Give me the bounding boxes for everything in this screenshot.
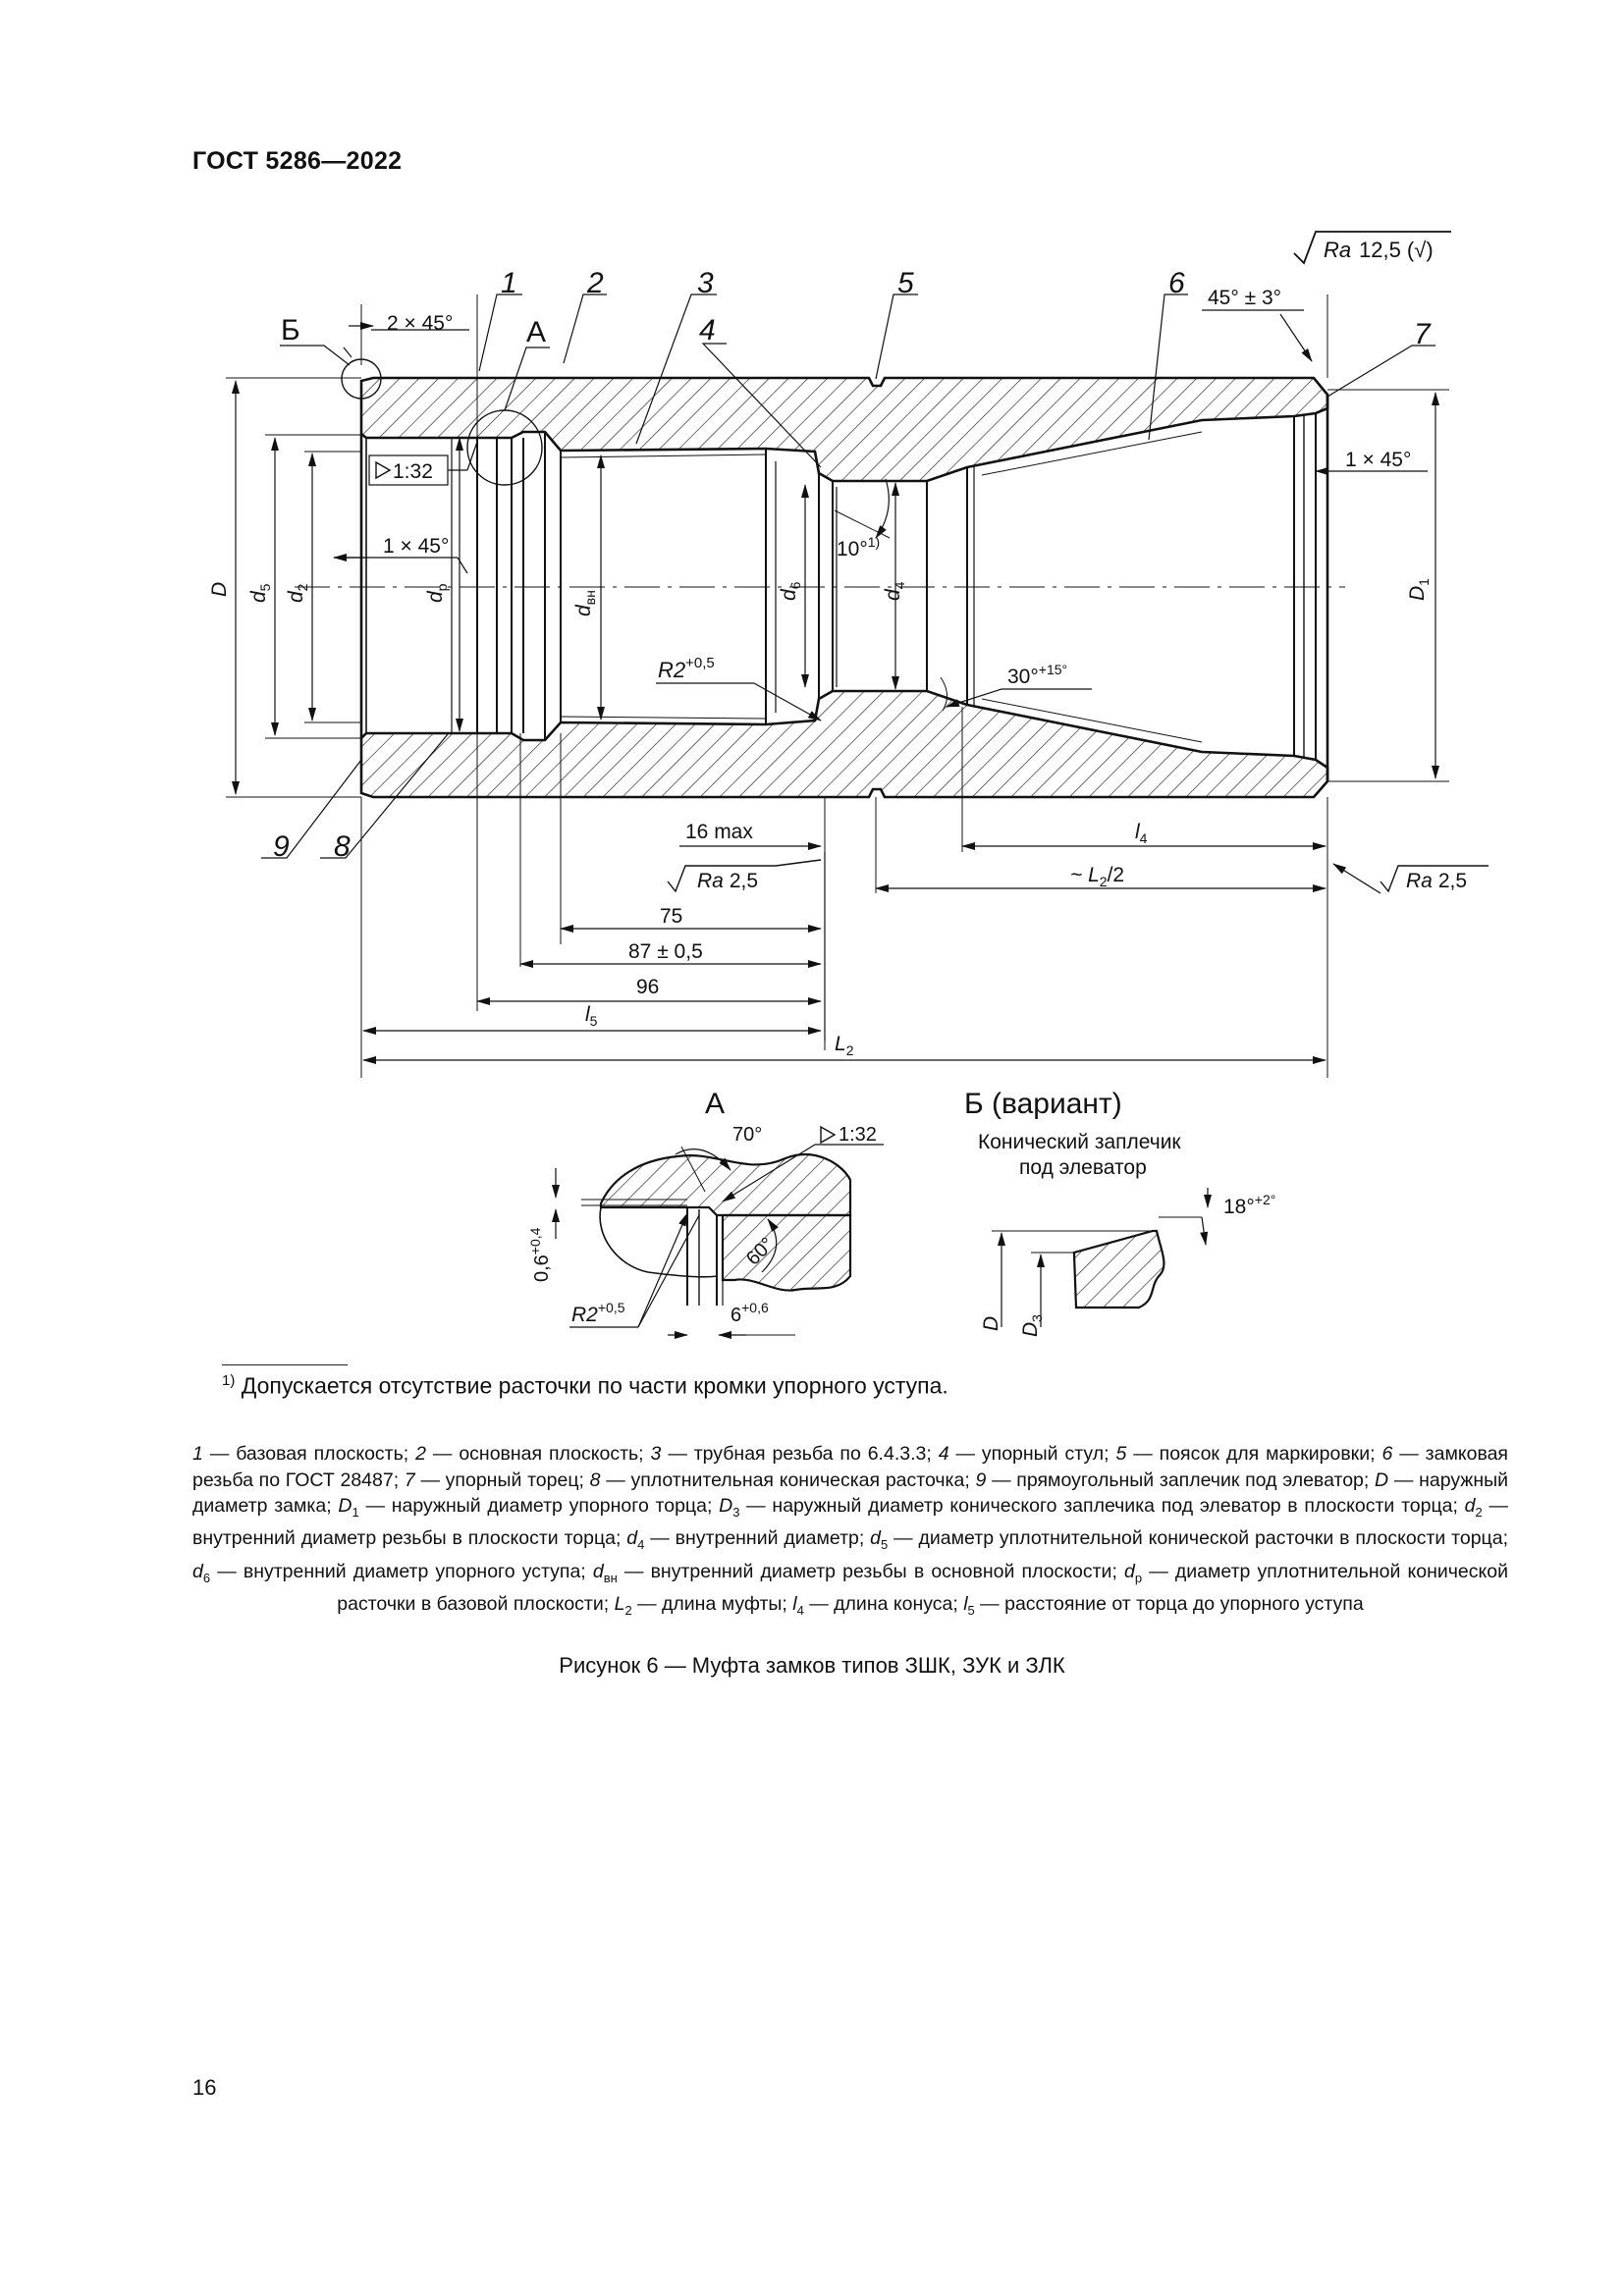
label-D: D <box>208 581 231 597</box>
label-d4-sub: 4 <box>892 581 907 590</box>
label-d5: d <box>247 591 270 603</box>
dim-L2half-sub: 2 <box>1099 874 1108 889</box>
roughness-end-value: 2,5 <box>1437 870 1468 892</box>
detail-b-D: D <box>980 1315 1002 1331</box>
label-dp: d <box>424 591 447 603</box>
label-d2-sub: 2 <box>295 583 310 592</box>
callout-1: 1 <box>501 267 517 299</box>
dim-l4: l <box>1135 821 1140 843</box>
legend-text-6: — замковая резьба по ГОСТ 28487; <box>192 1443 1508 1491</box>
detail-b-angle-tol: +2° <box>1254 1192 1276 1207</box>
detail-a-width-tol: +0,6 <box>741 1300 769 1315</box>
legend-text-l5: — расстояние от торца до упорного уступа <box>974 1593 1364 1616</box>
legend-text-4: — упорный стул; <box>948 1443 1116 1465</box>
footnote <box>222 1372 948 1400</box>
svg-text:D3 <box>1019 1314 1045 1337</box>
legend-text-d2: — внутренний диаметр резьбы в плоскости торца; <box>192 1495 1508 1550</box>
dim-L2half-suffix: /2 <box>1107 864 1125 886</box>
legend-key-7: 7 <box>404 1468 415 1491</box>
legend-text-d5: — диаметр уплотнительной конической расточки в плоскости торца; <box>888 1527 1508 1550</box>
length-labels <box>585 821 1148 1058</box>
callout-8: 8 <box>334 830 351 863</box>
detail-a-title: А <box>705 1088 726 1120</box>
svg-text:l4 <box>1135 821 1148 846</box>
svg-text:l5 <box>585 1003 598 1029</box>
legend-key-d2: d <box>1464 1495 1476 1517</box>
detail-a-depth: 0,6 <box>531 1255 553 1282</box>
dim-L2half-prefix: ~ L <box>1070 864 1100 886</box>
legend-text-3: — трубная резьба по 6.4.3.3; <box>661 1443 939 1465</box>
legend-text-D3: — наружный диаметр конического заплечика под элеватор в плоскости торца; <box>739 1495 1465 1517</box>
callout-3: 3 <box>697 267 714 299</box>
legend-key-dvn: d <box>592 1560 604 1582</box>
footnote-text: Допускается отсутствие расточки по части кромки упорного уступа. <box>241 1372 948 1399</box>
svg-text:0,6+0,4 <box>527 1227 553 1282</box>
radius-r2-note <box>656 655 821 721</box>
chamfer-1x45-right: 1 × 45° <box>1345 449 1412 471</box>
detail-b-subtitle-2: под элеватор <box>1019 1156 1147 1179</box>
detail-b-title: Б (вариант) <box>964 1088 1122 1120</box>
chamfer-1x45-left: 1 × 45° <box>383 535 450 558</box>
label-dvn-sub: вн <box>582 590 598 606</box>
legend-sub-L2: 2 <box>624 1603 632 1619</box>
legend-key-9: 9 <box>975 1468 987 1491</box>
detail-a-taper: 1:32 <box>839 1124 877 1146</box>
legend-text-7: — упорный торец; <box>414 1468 590 1491</box>
radius-r2: R2 <box>658 658 686 682</box>
detail-a-radius-tol: +0,5 <box>597 1300 625 1315</box>
legend-key-2: 2 <box>415 1443 426 1465</box>
label-d4: d <box>882 589 904 601</box>
legend-text-8: — уплотнительная коническая расточка; <box>600 1468 976 1491</box>
roughness-general-mark <box>1294 232 1451 263</box>
legend-key-6: 6 <box>1381 1443 1393 1465</box>
callout-6: 6 <box>1168 267 1185 299</box>
legend-text-D1: — наружный диаметр упорного торца; <box>358 1495 720 1517</box>
taper-mark-main <box>369 442 477 485</box>
roughness-general-ra: Ra <box>1324 238 1352 262</box>
figure-legend <box>192 1441 1508 1625</box>
detail-a <box>527 1088 884 1335</box>
detail-a-depth-tol: +0,4 <box>527 1227 543 1255</box>
svg-text:30°+15° <box>1007 662 1067 688</box>
detail-b-angle: 18° <box>1223 1196 1255 1218</box>
svg-text:~ L2/2 <box>1070 864 1124 889</box>
legend-sub-dvn: вн <box>603 1570 618 1585</box>
label-dvn: d <box>572 605 595 616</box>
angle-10-footnote-mark: 1) <box>867 534 881 550</box>
legend-text-dp: — диаметр уплотнительной конической расточки в базовой плоскости; <box>337 1560 1508 1616</box>
legend-sub-d4: 4 <box>637 1537 645 1553</box>
detail-a-angle60: 60° <box>741 1233 779 1270</box>
dim-87: 87 ± 0,5 <box>628 940 703 963</box>
view-label-a: А <box>526 316 547 348</box>
svg-text:L2 <box>835 1033 854 1058</box>
legend-text-9: — прямоугольный заплечик под элеватор; <box>986 1468 1376 1491</box>
legend-key-l4: l <box>792 1593 797 1616</box>
angle-30-tol: +15° <box>1038 662 1068 677</box>
chamfer-2x45: 2 × 45° <box>387 312 454 335</box>
svg-text:R2+0,5 <box>658 655 715 682</box>
legend-key-d6: d <box>192 1560 203 1582</box>
legend-sub-d5: 5 <box>881 1537 889 1553</box>
dim-L2: L <box>835 1033 846 1055</box>
roughness-end-ra: Ra <box>1406 870 1433 892</box>
legend-sub-l5: 5 <box>967 1603 975 1619</box>
legend-text-d6: — внутренний диаметр упорного уступа; <box>210 1560 593 1582</box>
coupling-section <box>295 378 1345 797</box>
svg-text:Ra2,5 <box>697 870 758 892</box>
page-number: 16 <box>192 2075 217 2100</box>
legend-sub-d6: 6 <box>202 1570 211 1585</box>
footnote-mark: 1) <box>222 1372 236 1389</box>
svg-text:R2+0,5 <box>571 1300 625 1326</box>
svg-text:d2 <box>285 583 310 603</box>
svg-text:18°+2° <box>1223 1192 1275 1218</box>
callout-7: 7 <box>1414 318 1431 350</box>
legend-sub-l4: 4 <box>796 1603 804 1619</box>
label-d5-sub: 5 <box>257 583 273 592</box>
legend-key-8: 8 <box>589 1468 601 1491</box>
chamfer-right-bore <box>1316 449 1428 471</box>
figure-caption: Рисунок 6 — Муфта замков типов ЗШК, ЗУК и ЗЛК <box>559 1653 1065 1678</box>
detail-b <box>964 1088 1275 1337</box>
svg-text:d6 <box>778 581 803 601</box>
callout-4: 4 <box>699 314 716 347</box>
detail-a-width: 6 <box>731 1305 742 1326</box>
legend-text-1: — базовая плоскость; <box>202 1443 416 1465</box>
legend-text-D: — наружный диаметр замка; <box>192 1468 1509 1517</box>
angle-45: 45° ± 3° <box>1208 287 1282 309</box>
legend-text-L2: — длина муфты; <box>631 1593 793 1616</box>
legend-sub-D1: 1 <box>352 1504 359 1520</box>
svg-text:Ra2,5 <box>1406 870 1467 892</box>
dim-75: 75 <box>660 905 683 928</box>
legend-key-d4: d <box>626 1527 638 1550</box>
svg-text:6+0,6 <box>731 1300 769 1326</box>
angle-10: 10° <box>837 538 868 561</box>
roughness-mark-face <box>668 860 821 892</box>
legend-text-dvn: — внутренний диаметр резьбы в основной плоскости; <box>617 1560 1124 1582</box>
chamfer-left-bore <box>334 535 467 573</box>
detail-b-subtitle-1: Конический заплечик <box>978 1131 1181 1153</box>
callout-9: 9 <box>273 830 290 863</box>
svg-text:dвн <box>572 590 598 616</box>
roughness-face-value: 2,5 <box>729 870 759 892</box>
dim-16max: 16 max <box>685 821 753 843</box>
legend-key-l5: l <box>963 1593 968 1616</box>
dim-L2-sub: 2 <box>845 1042 854 1058</box>
label-dp-sub: р <box>434 583 450 592</box>
legend-key-4: 4 <box>938 1443 949 1465</box>
legend-text-2: — основная плоскость; <box>425 1443 651 1465</box>
dim-l4-sub: 4 <box>1139 830 1148 846</box>
callout-5: 5 <box>897 267 914 299</box>
legend-text-5: — поясок для маркировки; <box>1126 1443 1382 1465</box>
detail-b-D3: D <box>1019 1321 1042 1337</box>
roughness-mark-end <box>1333 864 1489 893</box>
legend-sub-d2: 2 <box>1475 1504 1483 1520</box>
svg-text:d4 <box>882 581 907 601</box>
upper-wall-hatched <box>361 378 1327 481</box>
svg-text:10°1) <box>837 534 880 561</box>
angle-30: 30° <box>1007 666 1039 688</box>
radius-r2-tol: +0,5 <box>685 655 715 671</box>
legend-key-5: 5 <box>1115 1443 1127 1465</box>
dim-l5: l <box>585 1003 590 1026</box>
footnote-rule <box>222 1364 348 1365</box>
dim-l5-sub: 5 <box>589 1013 598 1029</box>
legend-sub-dp: р <box>1134 1570 1143 1585</box>
detail-b-D3-sub: 3 <box>1029 1314 1045 1322</box>
svg-text:d5 <box>247 583 273 603</box>
angle-45-note <box>1202 287 1312 361</box>
label-D1-sub: 1 <box>1416 578 1432 586</box>
legend-key-1: 1 <box>192 1443 203 1465</box>
legend-key-D: D <box>1375 1468 1389 1491</box>
dim-96: 96 <box>636 976 660 998</box>
legend-key-3: 3 <box>650 1443 662 1465</box>
legend-key-d5: d <box>870 1527 882 1550</box>
chamfer-top-left <box>349 304 469 365</box>
label-d6-sub: 6 <box>787 581 803 590</box>
taper-main-value: 1:32 <box>393 460 433 483</box>
legend-text-d4: — внутренний диаметр; <box>644 1527 871 1550</box>
view-label-b: Б <box>281 314 300 347</box>
legend-key-L2: L <box>614 1593 625 1616</box>
detail-a-radius: R2 <box>571 1304 598 1326</box>
legend-sub-D3: 3 <box>732 1504 740 1520</box>
svg-text:dр <box>424 583 450 603</box>
detail-a-angle70: 70° <box>732 1124 763 1146</box>
label-d6: d <box>778 589 800 601</box>
length-dimensions <box>363 846 1326 1060</box>
svg-text:D1 <box>1406 578 1432 601</box>
callout-2: 2 <box>587 267 604 299</box>
label-D1: D <box>1406 585 1429 601</box>
legend-key-D3: D <box>719 1495 733 1517</box>
document-header: ГОСТ 5286—2022 <box>192 147 403 175</box>
roughness-general-value: 12,5 (√) <box>1359 238 1434 262</box>
legend-key-D1: D <box>338 1495 352 1517</box>
legend-text-l4: — длина конуса; <box>803 1593 964 1616</box>
roughness-face-ra: Ra <box>697 870 724 892</box>
angle-10-note <box>835 479 890 561</box>
legend-key-dp: d <box>1124 1560 1135 1582</box>
lower-wall-hatched <box>361 691 1327 797</box>
label-d2: d <box>285 591 307 603</box>
